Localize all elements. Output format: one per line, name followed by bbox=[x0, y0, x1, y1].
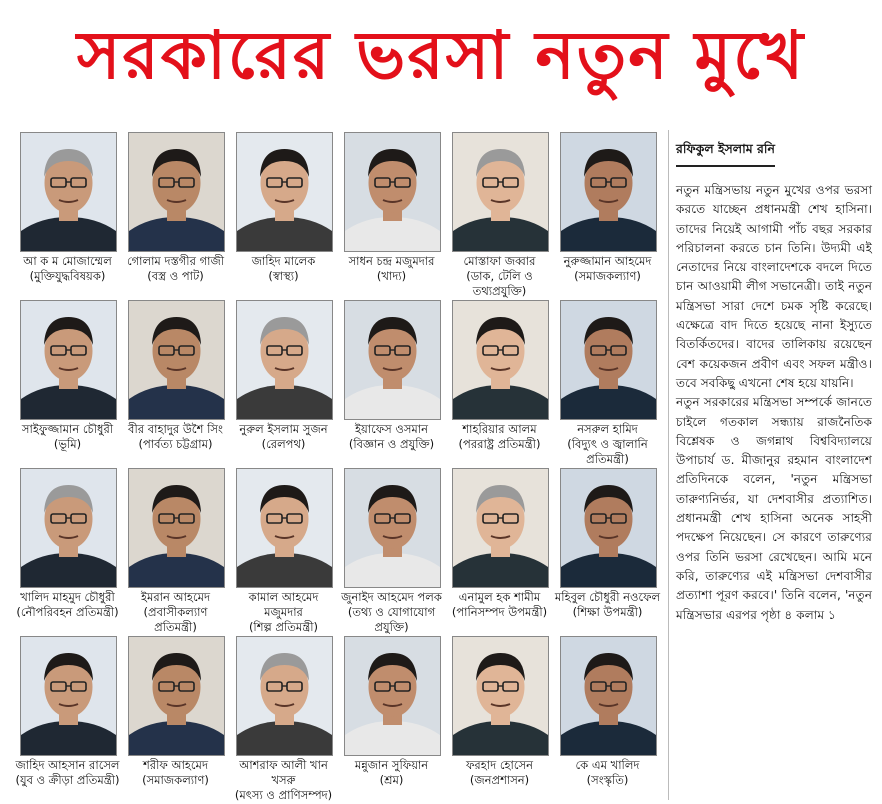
minister-caption bbox=[122, 422, 229, 452]
minister-portfolio: (রেলপথ) bbox=[261, 437, 306, 451]
minister-name: জুনাইদ আহমেদ পলক bbox=[341, 590, 442, 604]
minister-portfolio: (মুক্তিযুদ্ধবিষয়ক) bbox=[29, 269, 106, 283]
minister-caption bbox=[554, 422, 661, 467]
minister-name: মহিবুল চৌধুরী নওফেল bbox=[554, 590, 661, 604]
minister-card bbox=[446, 634, 553, 800]
minister-caption bbox=[14, 254, 121, 284]
minister-name: নসরুল হামিদ bbox=[577, 422, 638, 436]
minister-caption bbox=[122, 254, 229, 284]
minister-name: মোস্তাফা জব্বার bbox=[463, 254, 536, 268]
minister-card bbox=[338, 130, 445, 296]
minister-caption bbox=[14, 758, 121, 788]
minister-name: নুরুজ্জামান আহমেদ bbox=[563, 254, 652, 268]
minister-name: নুরুল ইসলাম সুজন bbox=[239, 422, 328, 436]
minister-portrait bbox=[236, 636, 333, 756]
minister-caption bbox=[230, 590, 337, 635]
minister-portrait bbox=[452, 132, 549, 252]
minister-portfolio: (নৌপরিবহন প্রতিমন্ত্রী) bbox=[16, 605, 119, 619]
minister-name: ফরহাদ হোসেন bbox=[466, 758, 533, 772]
minister-caption bbox=[554, 590, 661, 620]
minister-card bbox=[554, 298, 661, 464]
minister-caption bbox=[230, 254, 337, 284]
minister-card bbox=[446, 466, 553, 632]
minister-caption bbox=[446, 758, 553, 788]
minister-portrait bbox=[452, 636, 549, 756]
minister-portrait bbox=[20, 468, 117, 588]
minister-portrait bbox=[344, 636, 441, 756]
minister-name: মন্নুজান সুফিয়ান bbox=[354, 758, 429, 772]
minister-caption bbox=[446, 590, 553, 620]
minister-portrait bbox=[560, 468, 657, 588]
minister-card bbox=[338, 634, 445, 800]
minister-caption bbox=[230, 422, 337, 452]
minister-portrait bbox=[452, 468, 549, 588]
minister-portfolio: (যুব ও ক্রীড়া প্রতিমন্ত্রী) bbox=[15, 773, 120, 787]
minister-card bbox=[338, 298, 445, 464]
minister-card bbox=[230, 298, 337, 464]
minister-card bbox=[122, 130, 229, 296]
minister-portfolio: (বস্ত্র ও পাট) bbox=[147, 269, 204, 283]
minister-card bbox=[230, 130, 337, 296]
minister-card bbox=[446, 298, 553, 464]
minister-name: কে এম খালিদ bbox=[575, 758, 640, 772]
minister-caption bbox=[338, 758, 445, 788]
minister-card bbox=[554, 130, 661, 296]
minister-caption bbox=[338, 254, 445, 284]
minister-portfolio: (বিজ্ঞান ও প্রযুক্তি) bbox=[348, 437, 435, 451]
minister-card bbox=[14, 130, 121, 296]
minister-card bbox=[14, 298, 121, 464]
minister-card bbox=[230, 466, 337, 632]
minister-portfolio: (মৎস্য ও প্রাণিসম্পদ) bbox=[234, 788, 333, 802]
minister-portrait bbox=[344, 468, 441, 588]
minister-caption bbox=[338, 422, 445, 452]
minister-portrait bbox=[452, 300, 549, 420]
article-body bbox=[676, 181, 872, 625]
minister-name: আশরাফ আলী খান খসরু bbox=[239, 758, 328, 787]
minister-portfolio: (খাদ্য) bbox=[376, 269, 407, 283]
minister-portfolio: (শিক্ষা উপমন্ত্রী) bbox=[572, 605, 643, 619]
minister-caption bbox=[14, 422, 121, 452]
minister-portrait bbox=[236, 132, 333, 252]
minister-card bbox=[122, 298, 229, 464]
minister-caption bbox=[554, 254, 661, 284]
minister-card bbox=[122, 634, 229, 800]
minister-portfolio: (প্রবাসীকল্যাণ প্রতিমন্ত্রী) bbox=[143, 605, 208, 634]
minister-caption bbox=[230, 758, 337, 803]
article-paragraph: নতুন সরকারের মন্ত্রিসভা সম্পর্কে জানতে চাইলে গতকাল সন্ধ্যায় রাজনৈতিক বিশ্লেষক ও জগন্নাথ বিশ্ববিদ্যালয়ে উপাচার্য ড. মীজানুর রহমান বাংলাদেশ প্রতিদিনকে বলেন, 'নতুন মন্ত্রিসভা তারুণ্যনির্ভর, যা দেশবাসীর প্রত্যাশিত। প্রধানমন্ত্রী শেখ হাসিনা অনেক সাহসী পদক্ষেপ নিয়েছেন। সে কারণে তারুণ্যের ওপর তিনি ভরসা রেখেছেন। আমি মনে করি, তারুণ্যের এই মন্ত্রিসভা দেশবাসীর প্রত্যাশা পূরণ করবে।' তিনি বলেন, 'নতুন মন্ত্রিসভার এরপর পৃষ্ঠা ৪ কলাম ১ bbox=[676, 395, 872, 622]
minister-name: খালিদ মাহমুদ চৌধুরী bbox=[20, 590, 115, 604]
byline: রফিকুল ইসলাম রনি bbox=[676, 141, 775, 167]
minister-name: জাহিদ মালেক bbox=[251, 254, 316, 268]
minister-name: জাহিদ আহসান রাসেল bbox=[15, 758, 120, 772]
minister-card bbox=[122, 466, 229, 632]
minister-portrait bbox=[128, 132, 225, 252]
minister-portfolio: (পানিসম্পদ উপমন্ত্রী) bbox=[451, 605, 548, 619]
minister-portfolio: (সমাজকল্যাণ) bbox=[142, 773, 209, 787]
minister-caption bbox=[554, 758, 661, 788]
minister-portfolio: (শিল্প প্রতিমন্ত্রী) bbox=[248, 620, 319, 634]
minister-portrait bbox=[128, 468, 225, 588]
minister-portrait bbox=[560, 132, 657, 252]
minister-card bbox=[446, 130, 553, 296]
column-divider bbox=[668, 130, 669, 800]
minister-portfolio: (সংস্কৃতি) bbox=[586, 773, 629, 787]
minister-caption bbox=[14, 590, 121, 620]
minister-photo-grid bbox=[14, 130, 664, 802]
minister-portfolio: (শ্রম) bbox=[379, 773, 404, 787]
minister-portrait bbox=[20, 300, 117, 420]
minister-name: কামাল আহমেদ মজুমদার bbox=[248, 590, 319, 619]
minister-portrait bbox=[560, 300, 657, 420]
minister-portrait bbox=[20, 636, 117, 756]
minister-name: সাধন চন্দ্র মজুমদার bbox=[348, 254, 435, 268]
minister-caption bbox=[122, 590, 229, 635]
minister-card bbox=[338, 466, 445, 632]
minister-card bbox=[554, 634, 661, 800]
minister-name: সাইফুজ্জামান চৌধুরী bbox=[21, 422, 114, 436]
minister-name: শরীফ আহমেদ bbox=[143, 758, 208, 772]
minister-name: ইয়াফেস ওসমান bbox=[354, 422, 428, 436]
minister-portrait bbox=[20, 132, 117, 252]
minister-card bbox=[14, 466, 121, 632]
minister-portfolio: (ভূমি) bbox=[53, 437, 82, 451]
minister-caption bbox=[446, 254, 553, 299]
minister-name: ইমরান আহমেদ bbox=[140, 590, 211, 604]
minister-portrait bbox=[344, 132, 441, 252]
minister-portrait bbox=[236, 468, 333, 588]
minister-portfolio: (তথ্য ও যোগাযোগ প্রযুক্তি) bbox=[347, 605, 436, 634]
minister-card bbox=[230, 634, 337, 800]
minister-name: শাহরিয়ার আলম bbox=[462, 422, 537, 436]
minister-caption bbox=[446, 422, 553, 452]
minister-portrait bbox=[560, 636, 657, 756]
minister-portrait bbox=[344, 300, 441, 420]
minister-portfolio: (স্বাস্থ্য) bbox=[268, 269, 299, 283]
minister-portfolio: (ডাক, টেলি ও তথ্যপ্রযুক্তি) bbox=[466, 269, 533, 298]
minister-name: বীর বাহাদুর উশৈ সিং bbox=[128, 422, 223, 436]
minister-portfolio: (পার্বত্য চট্টগ্রাম) bbox=[138, 437, 213, 451]
minister-portrait bbox=[128, 300, 225, 420]
minister-card bbox=[14, 634, 121, 800]
minister-portfolio: (বিদ্যুৎ ও জ্বালানি প্রতিমন্ত্রী) bbox=[567, 437, 648, 466]
minister-portrait bbox=[128, 636, 225, 756]
minister-portrait bbox=[236, 300, 333, 420]
minister-caption bbox=[122, 758, 229, 788]
minister-portfolio: (পররাষ্ট্র প্রতিমন্ত্রী) bbox=[458, 437, 541, 451]
minister-portfolio: (জনপ্রশাসন) bbox=[469, 773, 530, 787]
minister-card bbox=[554, 466, 661, 632]
minister-caption bbox=[338, 590, 445, 635]
minister-name: এনামুল হক শামীম bbox=[458, 590, 541, 604]
article-column bbox=[676, 138, 872, 625]
minister-name: গোলাম দস্তগীর গাজী bbox=[126, 254, 225, 268]
headline: সরকারের ভরসা নতুন মুখে bbox=[76, 17, 806, 94]
minister-portfolio: (সমাজকল্যাণ) bbox=[574, 269, 641, 283]
minister-name: আ ক ম মোজাম্মেল bbox=[23, 254, 112, 268]
article-paragraph: নতুন মন্ত্রিসভায় নতুন মুখের ওপর ভরসা করতে যাচ্ছেন প্রধানমন্ত্রী শেখ হাসিনা। তাদের নিয়েই আগামী পাঁচ বছর সরকার পরিচালনা করতে চান তিনি। উদ্যমী এই নেতাদের নিয়ে বাংলাদেশকে বদলে দিতে চান আওয়ামী লীগ সভানেত্রী। তাই নতুন মন্ত্রিসভা সারা দেশে চমক সৃষ্টি করেছে। এক্ষেত্রে বাদ দিতে হয়েছে নানা ইস্যুতে বিতর্কিতদের। বাদের তালিকায় রয়েছেন বেশ কয়েকজন প্রবীণ এবং সফল মন্ত্রীও। তবে সবকিছু এখনো শেষ হয়ে যায়নি। bbox=[676, 183, 872, 390]
